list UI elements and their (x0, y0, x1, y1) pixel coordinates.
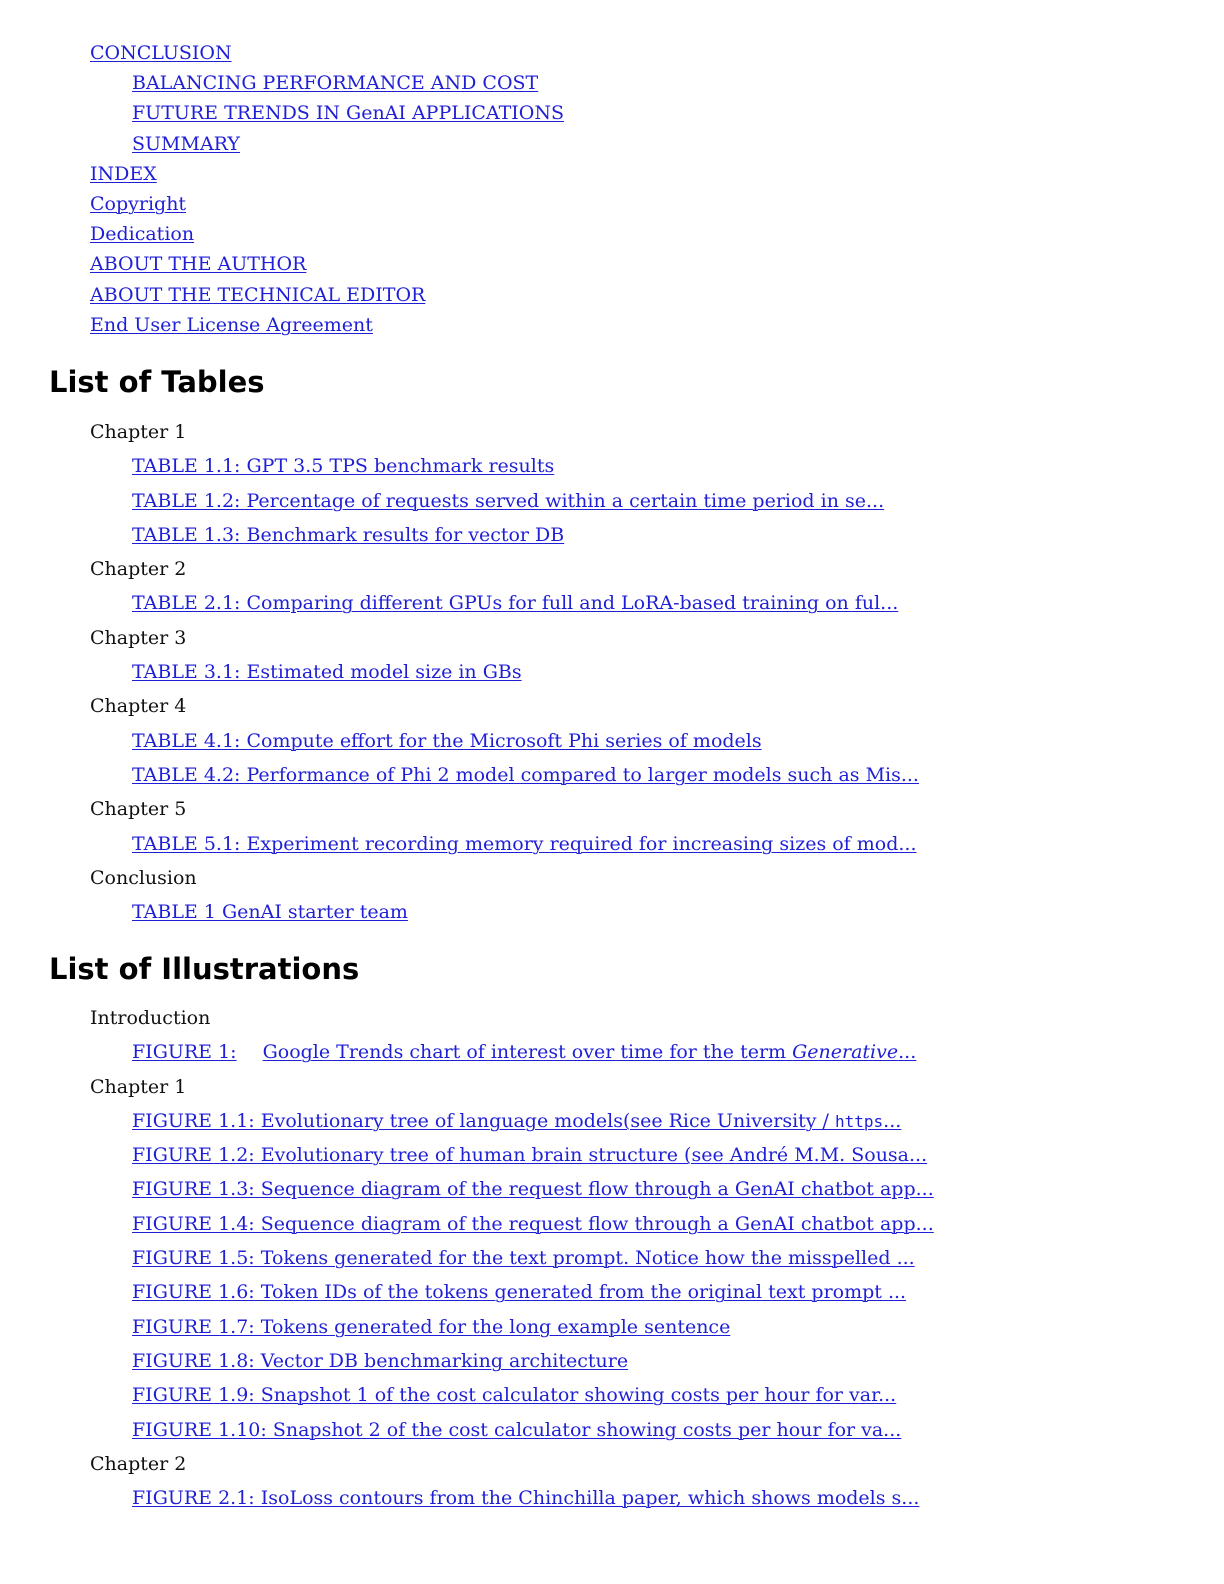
figure-caption-ellipsis: ... (898, 1041, 917, 1064)
figure-link[interactable]: FIGURE 1.2: Evolutionary tree of human brain structure (see André M.M. Sousa... (132, 1144, 928, 1167)
figure-link[interactable]: FIGURE 1.6: Token IDs of the tokens generated from the original text prompt ... (132, 1281, 907, 1304)
figure-link[interactable] (132, 1041, 916, 1063)
chapter-label: Chapter 3 (90, 626, 187, 649)
chapter-label: Chapter 2 (90, 558, 187, 581)
list-of-illustrations (90, 1001, 934, 1515)
figure-caption: Google Trends chart of interest over time for the term (262, 1041, 793, 1064)
table-link[interactable]: TABLE 1 GenAI starter team (132, 901, 408, 924)
toc-link[interactable]: SUMMARY (132, 132, 240, 155)
figure-link[interactable]: FIGURE 1.9: Snapshot 1 of the cost calculator showing costs per hour for var... (132, 1384, 897, 1407)
toc-link[interactable]: CONCLUSION (90, 42, 232, 64)
toc-link[interactable]: End User License Agreement (90, 313, 373, 336)
toc-link[interactable]: BALANCING PERFORMANCE AND COST (132, 72, 539, 95)
figure-link[interactable]: FIGURE 2.1: IsoLoss contours from the Chinchilla paper, which shows models s... (132, 1487, 920, 1510)
toc-link[interactable]: Copyright (90, 192, 187, 215)
chapter-label: Chapter 1 (90, 1075, 187, 1098)
chapter-label: Chapter 2 (90, 1452, 187, 1475)
figure-link[interactable]: FIGURE 1.3: Sequence diagram of the request flow through a GenAI chatbot app... (132, 1178, 934, 1201)
toc-link[interactable]: INDEX (90, 162, 157, 185)
figure-link[interactable]: FIGURE 1.7: Tokens generated for the long example sentence (132, 1315, 731, 1338)
chapter-label: Chapter 4 (90, 695, 187, 718)
table-link[interactable]: TABLE 4.2: Performance of Phi 2 model compared to larger models such as Mis... (132, 763, 919, 786)
figure-caption-italic: Generative (792, 1041, 899, 1064)
toc-link[interactable]: FUTURE TRENDS IN GenAI APPLICATIONS (132, 102, 564, 125)
figure-link[interactable]: FIGURE 1.8: Vector DB benchmarking architecture (132, 1349, 629, 1372)
chapter-label: Introduction (90, 1007, 211, 1029)
figure-number: FIGURE 1: (132, 1041, 237, 1064)
figure-caption-url: https (835, 1111, 884, 1131)
figure-link[interactable]: FIGURE 1.5: Tokens generated for the text prompt. Notice how the misspelled ... (132, 1247, 915, 1270)
chapter-label: Chapter 5 (90, 798, 187, 821)
toc-link[interactable]: Dedication (90, 223, 195, 246)
list-of-tables (90, 415, 919, 929)
table-link[interactable]: TABLE 4.1: Compute effort for the Microsoft Phi series of models (132, 729, 762, 752)
table-link[interactable]: TABLE 3.1: Estimated model size in GBs (132, 661, 522, 684)
figure-caption: FIGURE 1.1: Evolutionary tree of language models(see Rice University / (132, 1109, 835, 1132)
figure-link[interactable]: FIGURE 1.10: Snapshot 2 of the cost calculator showing costs per hour for va... (132, 1418, 902, 1441)
toc-link[interactable]: ABOUT THE AUTHOR (90, 253, 307, 276)
chapter-label: Chapter 1 (90, 421, 187, 443)
table-link[interactable]: TABLE 5.1: Experiment recording memory required for increasing sizes of mod... (132, 832, 917, 855)
table-link[interactable]: TABLE 1.2: Percentage of requests served within a certain time period in se... (132, 489, 885, 512)
figure-caption-ellipsis: ... (883, 1109, 902, 1132)
chapter-label: Conclusion (90, 866, 197, 889)
list-of-tables-heading: List of Tables (49, 365, 265, 399)
table-link[interactable]: TABLE 1.3: Benchmark results for vector DB (132, 523, 565, 546)
list-of-illustrations-heading: List of Illustrations (49, 952, 360, 986)
toc-tail (90, 38, 564, 340)
table-link[interactable]: TABLE 1.1: GPT 3.5 TPS benchmark results (132, 455, 555, 478)
figure-link[interactable]: FIGURE 1.4: Sequence diagram of the request flow through a GenAI chatbot app... (132, 1212, 934, 1235)
toc-link[interactable]: ABOUT THE TECHNICAL EDITOR (90, 283, 426, 306)
figure-link[interactable] (132, 1110, 901, 1132)
table-link[interactable]: TABLE 2.1: Comparing different GPUs for full and LoRA-based training on ful... (132, 592, 899, 615)
